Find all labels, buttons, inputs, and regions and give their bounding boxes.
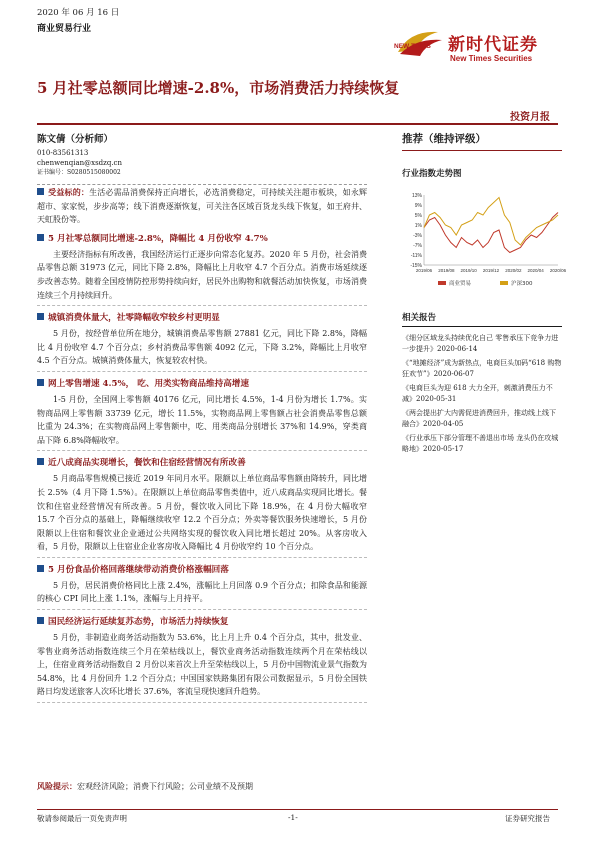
industry-label: 商业贸易行业 [37,24,92,34]
x-tick-label: 2020/02 [505,268,522,273]
logo-name-en: New Times Securities [450,54,533,63]
x-tick-label: 2020/04 [527,268,544,273]
chart-title: 行业指数走势图 [402,169,462,179]
section-heading-text: 网上零售增速 4.5%， 吃、用类实物商品维持高增速 [48,378,249,389]
risk-note [37,781,367,792]
footer-report-label: 证券研究报告 [505,814,550,823]
section-divider [37,557,367,558]
section-heading [37,616,367,629]
rating-recommendation: 推荐（维持评级） [402,133,486,145]
x-tick-label: 2019/10 [460,268,477,273]
section-heading [37,564,367,577]
x-tick-label: 2020/06 [549,268,567,273]
bullet-square-icon [37,234,44,241]
x-tick-label: 2019/12 [482,268,500,273]
y-tick-label: -15% [410,263,422,269]
section-heading-text: 5 月份食品价格回落继续带动消费价格涨幅回落 [48,564,229,575]
related-reports-title: 相关报告 [402,313,437,323]
analyst-divider [37,184,367,185]
related-report-link[interactable]: 《细分区域龙头持续优化自己 零售承压下竞争力进一步提升》2020-06-14 [402,334,559,353]
section-heading-text: 5 月社零总额同比增速-2.8%，降幅比 4 月份收窄 4.7% [48,233,268,244]
footer-disclaimer[interactable]: 敬请参阅最后一页免责声明 [37,814,127,823]
related-report-link[interactable]: 《两会提出扩大内需促进消费回升，推动线上线下融合》2020-04-05 [402,409,556,428]
section-divider [37,450,367,451]
risk-text: 宏观经济风险；消费下行风险；公司业绩不及预期 [77,782,253,791]
legend-label: 商业贸易 [449,281,472,287]
logo-badge-text: NEW TIMES [394,43,431,50]
section-divider [37,702,367,703]
intro-lead: 受益标的： [48,187,90,197]
section-paragraph: 主要经济指标有所改善，我国经济运行正逐步向常态化复苏。2020 年 5 月份，社会消费品零售总额 31973 亿元，同比下降 2.8%，降幅比上月收窄 4.7 个百分点。消费市场延续逐步改善态势。随着全国疫情防控形势持续向好，居民外出购物和就餐活动加快恢复，市场消费连续三个月持续回升。 [37,249,367,300]
section-paragraph: 5 月份，按经营单位所在地分，城镇消费品零售额 27881 亿元，同比下降 2.8%，降幅比 4 月份收窄 4.7 个百分点；乡村消费品零售额 4092 亿元，下降 3.2%，降幅比上月收窄 4.5 个百分点。城镇消费体量大，恢复较农村快。 [37,329,367,366]
section-heading [37,378,367,391]
section-paragraph: 5 月份，居民消费价格同比上涨 2.4%，涨幅比上月回落 0.9 个百分点；扣除食品和能源的核心 CPI 同比上涨 1.1%，涨幅与上月持平。 [37,580,367,604]
related-report-link[interactable]: 《“地摊经济”成为新热点，电商巨头加码“618 购物狂欢节”》2020-06-07 [402,359,562,378]
section-divider [37,609,367,610]
logo-name-cn: 新时代证券 [448,35,538,55]
section-heading-text: 近八成商品实现增长，餐饮和住宿经营情况有所改善 [48,458,246,469]
report-type: 投资月报 [510,112,550,123]
section-heading [37,457,367,470]
y-tick-label: 1% [414,223,422,229]
analyst-name: 陈文倩（分析师） [37,134,114,145]
section-paragraph: 5 月商品零售规模已接近 2019 年同月水平。限额以上单位商品零售额由降转升，同比增长 2.5%（4 月下降 1.5%）。在限额以上单位商品零售类值中，近八成商品实现同比增长。餐饮和住宿业经营情况有所改善。5 月份，餐饮收入同比下降 18.9%，在 4 月份大幅收窄 15.7 个百分点的基础上，降幅继续收窄 12.2 个百分点；外卖等餐饮服务快速增长，5 月份限额以上住宿和餐饮业企业通过公共网络实现的餐饮收入同比增长超过 20%。从客房收入看，5 月份，限额以上住宿业企业客房收入降幅比 4 月份收窄约 10 个百分点。 [37,474,367,552]
footer-divider [37,809,558,810]
sidebar [402,131,567,458]
report-date: 2020 年 06 月 16 日 [37,8,120,18]
bullet-square-icon [37,188,44,195]
legend-label: 沪深300 [511,281,533,287]
intro-paragraph [37,186,367,227]
y-tick-label: 5% [414,213,422,219]
x-tick-label: 2019/08 [438,268,455,273]
section-divider [37,371,367,372]
bullet-square-icon [37,458,44,465]
risk-label: 风险提示： [37,781,77,791]
x-tick-label: 2019/06 [415,268,433,273]
bullet-square-icon [37,617,44,624]
series-line [424,213,558,253]
brand-logo [392,24,572,70]
y-tick-label: -11% [410,253,422,259]
index-trend-chart [402,191,567,291]
section-heading-text: 城镇消费体量大，社零降幅收窄较乡村更明显 [48,313,220,324]
section-heading-text: 国民经济运行延续复苏态势，市场活力持续恢复 [48,617,229,628]
related-report-link[interactable]: 《行业承压下部分管理不善退出市场 龙头仍在攻城略地》2020-05-17 [402,434,559,453]
title-divider [37,123,558,125]
main-content [37,186,367,703]
section-heading [37,233,367,246]
bullet-square-icon [37,565,44,572]
analyst-email: chenwenqian@xsdzq.cn [37,159,122,167]
page-title: 5 月社零总额同比增速-2.8%，市场消费活力持续恢复 [37,79,400,97]
related-reports-list [402,333,562,454]
y-tick-label: 9% [414,203,422,209]
y-tick-label: -7% [413,243,422,249]
analyst-phone: 010-83561313 [37,149,89,157]
analyst-cert: 证书编号：S0280515080002 [37,169,121,176]
bullet-square-icon [37,379,44,386]
section-paragraph: 5 月份，非制造业商务活动指数为 53.6%，比上月上升 0.4 个百分点，其中，批发业、零售业商务活动指数连续三个月在荣枯线以上，餐饮业商务活动指数连续两个月在荣枯线以上，住宿业商务活动指数自 2 月份以来首次上升至荣枯线以上，5 月份中国物流业景气指数为 54.8%，比 4 月份回升 1.2 个百分点；中国国家铁路集团有限公司数据显示，5 月份全国铁路日均发送旅客人次环比增长 37.6%，客流呈现快速回升趋势。 [37,633,367,697]
rating-divider [402,150,562,151]
section-heading [37,312,367,325]
analyst-contact [37,148,122,178]
related-report-link[interactable]: 《电商巨头为迎 618 大力全开，刺激消费压力不减》2020-05-31 [402,384,553,403]
legend-swatch [500,281,508,285]
related-reports-divider [402,326,562,327]
intro-text: 生活必需品消费保持正向增长，必选消费稳定，可持续关注超市板块，如永辉超市、家家悦，步步高等；线下消费逐渐恢复，可关注各区域百货龙头线下恢复，如王府井、天虹股份等。 [37,188,367,225]
y-tick-label: -3% [413,233,422,239]
y-tick-label: 13% [411,193,422,199]
section-paragraph: 1-5 月份，全国网上零售额 40176 亿元，同比增长 4.5%，1-4 月份为增长 1.7%。实物商品网上零售额 33739 亿元，增长 11.5%，实物商品网上零售额占社会消费品零售总额比重为 24.3%；在实物商品网上零售额中，吃、用类商品分别增长 37%和 14.9%，穿类商品下降 6.8%降幅收窄。 [37,394,367,445]
bullet-square-icon [37,313,44,320]
legend-swatch [438,281,446,285]
page-number: -1- [288,813,298,822]
section-divider [37,305,367,306]
